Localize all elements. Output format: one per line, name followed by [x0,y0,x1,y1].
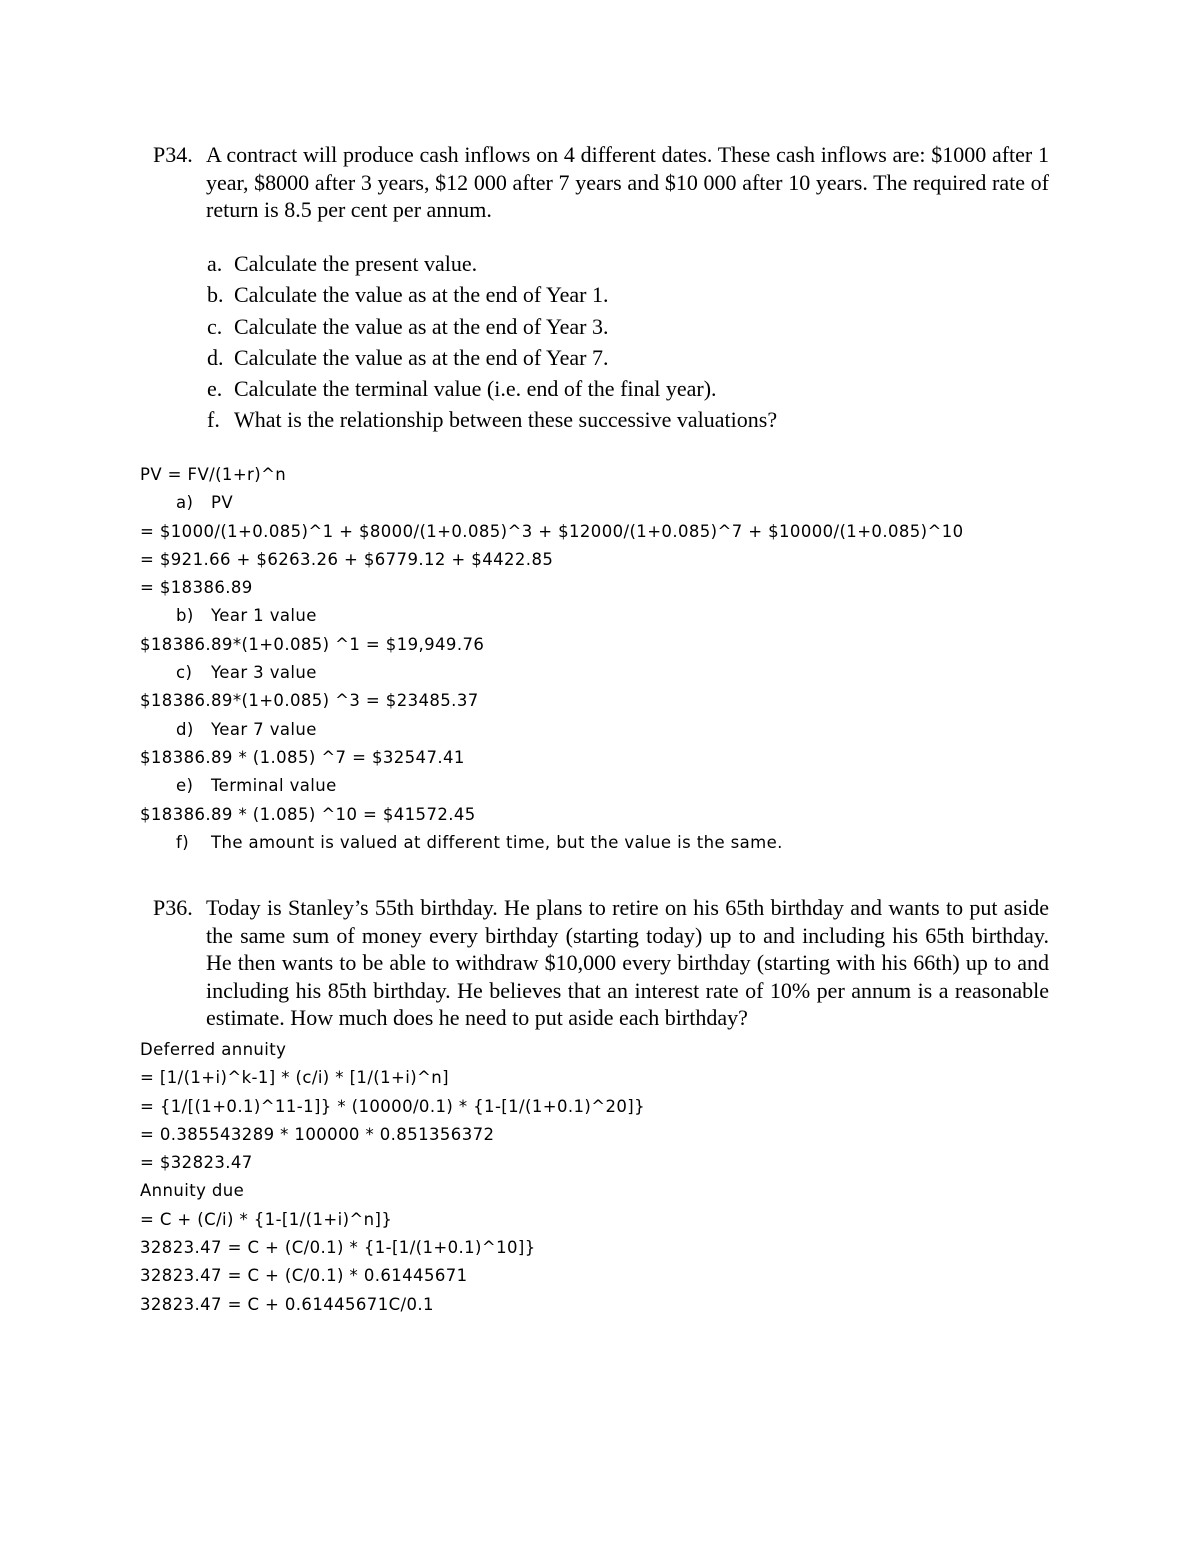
question-letter: b. [207,282,224,308]
problem-p36-number: P36. [153,895,193,920]
problem-p36-text: Today is Stanley’s 55th birthday. He plans to retire on his 65th birthday and wants to put aside the same sum of money every birthday (starting today) up to and including his 65th birthday. He then wants to be able to withdraw $10,000 every birthday (starting with his 66th) up to and including his 85th birthday. He believes that an interest rate of 10% per annum is a reasonable estimate. How much does he need to put aside each birthday? [206,895,1049,1030]
p34-question-f [207,404,777,435]
answer-e-heading [140,772,964,800]
problem-p34-number: P34. [153,142,193,167]
question-text: Calculate the value as at the end of Year 7. [234,344,609,370]
question-letter: c. [207,313,223,339]
answer-letter: c) [176,663,193,683]
answer-label: Year 1 value [211,606,317,626]
answer-d-heading [140,716,964,744]
p34-question-e [207,373,777,404]
question-letter: d. [207,344,224,370]
deferred-line-4: = $32823.47 [140,1153,253,1173]
answer-f-heading [140,829,964,857]
answer-label: Year 7 value [211,719,317,739]
answer-p36 [140,1036,645,1319]
problem-p34 [153,141,1049,224]
deferred-annuity-label: Deferred annuity [140,1040,287,1059]
question-letter: e. [207,376,223,402]
answer-letter: d) [176,719,194,739]
question-letter: f. [207,407,220,433]
question-text: Calculate the value as at the end of Year 1. [234,282,609,308]
answer-letter: f) [176,832,190,852]
answer-label: Year 3 value [211,663,317,683]
p34-question-b [207,279,777,310]
answer-p34 [140,461,964,857]
problem-p34-text: A contract will produce cash inflows on 4 different dates. These cash inflows are: $1000 after 1 year, $8000 after 3 years, $12 000 after 7 years and $10 000 after 10 years. The required rate of return is 8.5 per cent per annum. [206,142,1049,222]
answer-formula: PV = FV/(1+r)^n [140,465,287,484]
deferred-line-1: = [1/(1+i)^k-1] * (c/i) * [1/(1+i)^n] [140,1068,449,1088]
answer-a-line-3: = $18386.89 [140,578,253,598]
annuity-due-label: Annuity due [140,1181,245,1201]
question-text: What is the relationship between these successive valuations? [234,407,778,433]
answer-label: Terminal value [211,776,337,796]
p34-question-list [207,248,777,436]
answer-a-line-1: = $1000/(1+0.085)^1 + $8000/(1+0.085)^3 + $12000/(1+0.085)^7 + $10000/(1+0.085)^10 [140,521,964,541]
answer-a-heading [140,489,964,517]
deferred-line-3: = 0.385543289 * 100000 * 0.851356372 [140,1124,495,1144]
problem-p34-stem [153,141,1049,224]
annuity-due-line-4: 32823.47 = C + 0.61445671C/0.1 [140,1294,434,1314]
answer-e-line: $18386.89 * (1.085) ^10 = $41572.45 [140,804,476,824]
p34-question-c [207,311,777,342]
question-text: Calculate the value as at the end of Year 3. [234,313,609,339]
question-text: Calculate the terminal value (i.e. end of the final year). [234,376,717,402]
answer-b-line: $18386.89*(1+0.085) ^1 = $19,949.76 [140,634,485,654]
p34-question-a [207,248,777,279]
answer-c-heading [140,659,964,687]
problem-p36-stem [153,894,1049,1032]
answer-letter: e) [176,776,194,796]
answer-letter: a) [176,493,194,513]
problem-p36 [153,894,1049,1032]
answer-label: The amount is valued at different time, but the value is the same. [211,832,783,852]
question-text: Calculate the present value. [234,251,478,276]
answer-c-line: $18386.89*(1+0.085) ^3 = $23485.37 [140,691,479,711]
p34-question-d [207,342,777,373]
annuity-due-line-2: 32823.47 = C + (C/0.1) * {1-[1/(1+0.1)^10]} [140,1238,536,1258]
answer-b-heading [140,602,964,630]
deferred-line-2: = {1/[(1+0.1)^11-1]} * (10000/0.1) * {1-[1/(1+0.1)^20]} [140,1096,645,1116]
annuity-due-line-3: 32823.47 = C + (C/0.1) * 0.61445671 [140,1266,468,1286]
annuity-due-line-1: = C + (C/i) * {1-[1/(1+i)^n]} [140,1209,393,1229]
question-letter: a. [207,251,223,276]
answer-a-line-2: = $921.66 + $6263.26 + $6779.12 + $4422.85 [140,549,554,569]
answer-letter: b) [176,606,194,626]
answer-d-line: $18386.89 * (1.085) ^7 = $32547.41 [140,747,465,767]
answer-label: PV [211,493,234,513]
